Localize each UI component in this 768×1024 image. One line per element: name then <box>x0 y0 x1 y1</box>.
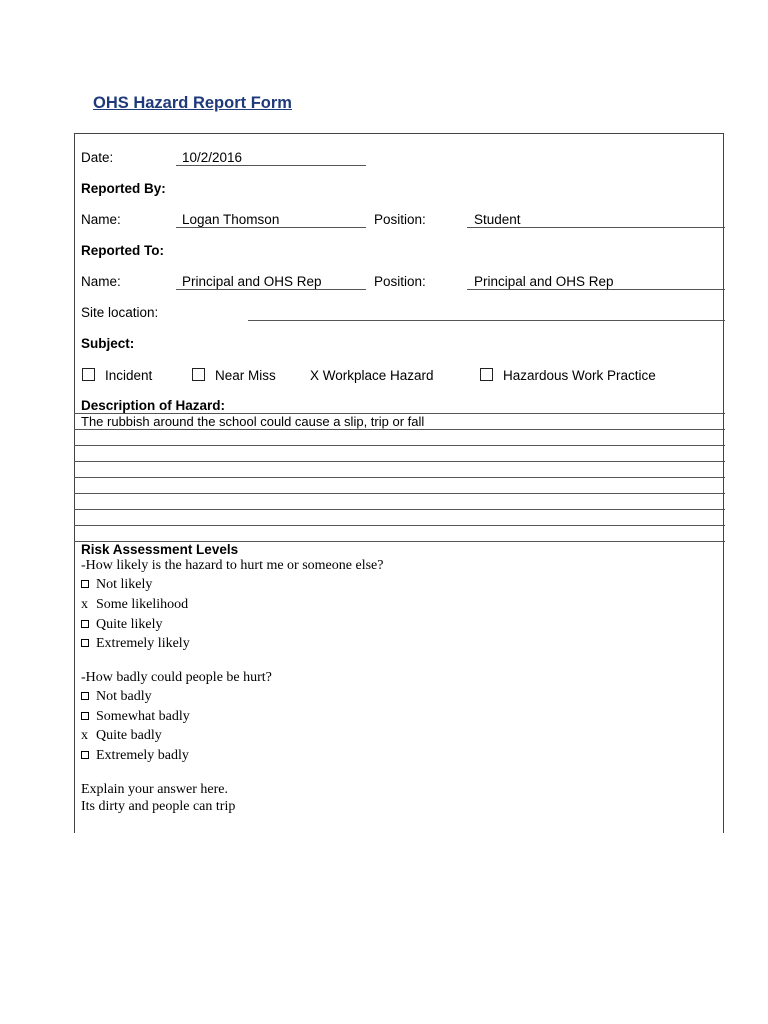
severity-option-somewhat-badly[interactable] <box>81 709 190 725</box>
description-rule <box>74 413 725 414</box>
site-location-underline <box>248 320 725 321</box>
reported-by-name-value[interactable]: Logan Thomson <box>182 212 280 227</box>
checkbox-icon <box>81 692 89 700</box>
reported-by-name-label: Name: <box>81 212 121 227</box>
severity-option-not-badly[interactable] <box>81 689 152 705</box>
checkbox-icon <box>81 580 89 588</box>
description-rule <box>74 525 725 526</box>
near-miss-checkbox[interactable] <box>192 368 205 381</box>
description-rule <box>74 493 725 494</box>
severity-option-quite-badly[interactable] <box>81 728 162 744</box>
likelihood-question: -How likely is the hazard to hurt me or someone else? <box>81 558 384 573</box>
subject-heading: Subject: <box>81 336 135 351</box>
reported-to-position-value[interactable]: Principal and OHS Rep <box>474 274 614 289</box>
reported-by-heading: Reported By: <box>81 181 166 196</box>
hazardous-work-practice-checkbox[interactable] <box>480 368 493 381</box>
likelihood-option-extremely-likely[interactable] <box>81 636 190 652</box>
checkbox-icon <box>81 712 89 720</box>
checkbox-icon <box>81 751 89 759</box>
incident-label: Incident <box>105 368 153 383</box>
description-heading: Description of Hazard: <box>81 398 226 413</box>
workplace-hazard-option[interactable]: X Workplace Hazard <box>310 368 434 383</box>
description-rule <box>74 461 725 462</box>
reported-by-position-label: Position: <box>374 212 426 227</box>
risk-assessment-heading: Risk Assessment Levels <box>81 542 239 557</box>
site-location-label: Site location: <box>81 305 159 320</box>
description-rule <box>74 429 725 430</box>
option-label: Somewhat badly <box>96 709 190 724</box>
description-rule <box>74 509 725 510</box>
option-label: Not likely <box>96 577 153 592</box>
reported-to-name-underline <box>176 289 366 290</box>
option-label: Not badly <box>96 689 152 704</box>
x-mark: x <box>81 597 88 612</box>
option-label: Extremely badly <box>96 748 189 763</box>
description-line-1[interactable]: The rubbish around the school could cause a slip, trip or fall <box>81 414 425 429</box>
hazardous-work-practice-label: Hazardous Work Practice <box>503 368 656 383</box>
explain-label: Explain your answer here. <box>81 782 228 797</box>
x-mark: x <box>81 728 88 743</box>
form-title: OHS Hazard Report Form <box>93 94 292 112</box>
reported-by-position-underline <box>467 227 725 228</box>
form-frame <box>74 133 724 833</box>
date-underline <box>176 165 366 166</box>
date-label: Date: <box>81 150 114 165</box>
checkbox-icon <box>81 620 89 628</box>
reported-by-name-underline <box>176 227 366 228</box>
reported-to-name-label: Name: <box>81 274 121 289</box>
severity-option-extremely-badly[interactable] <box>81 748 189 764</box>
option-label: Quite badly <box>96 728 162 743</box>
near-miss-label: Near Miss <box>215 368 276 383</box>
option-label: Quite likely <box>96 617 163 632</box>
description-rule <box>74 445 725 446</box>
severity-question: -How badly could people be hurt? <box>81 670 272 685</box>
reported-by-position-value[interactable]: Student <box>474 212 521 227</box>
reported-to-position-underline <box>467 289 725 290</box>
incident-checkbox[interactable] <box>82 368 95 381</box>
date-value[interactable]: 10/2/2016 <box>182 150 243 165</box>
description-rule <box>74 477 725 478</box>
reported-to-heading: Reported To: <box>81 243 164 258</box>
likelihood-option-some-likelihood[interactable] <box>81 597 188 613</box>
likelihood-option-not-likely[interactable] <box>81 577 152 593</box>
option-label: Extremely likely <box>96 636 190 651</box>
explain-answer[interactable]: Its dirty and people can trip <box>81 799 236 814</box>
likelihood-option-quite-likely[interactable] <box>81 617 163 633</box>
reported-to-name-value[interactable]: Principal and OHS Rep <box>182 274 322 289</box>
checkbox-icon <box>81 639 89 647</box>
reported-to-position-label: Position: <box>374 274 426 289</box>
option-label: Some likelihood <box>96 597 189 612</box>
